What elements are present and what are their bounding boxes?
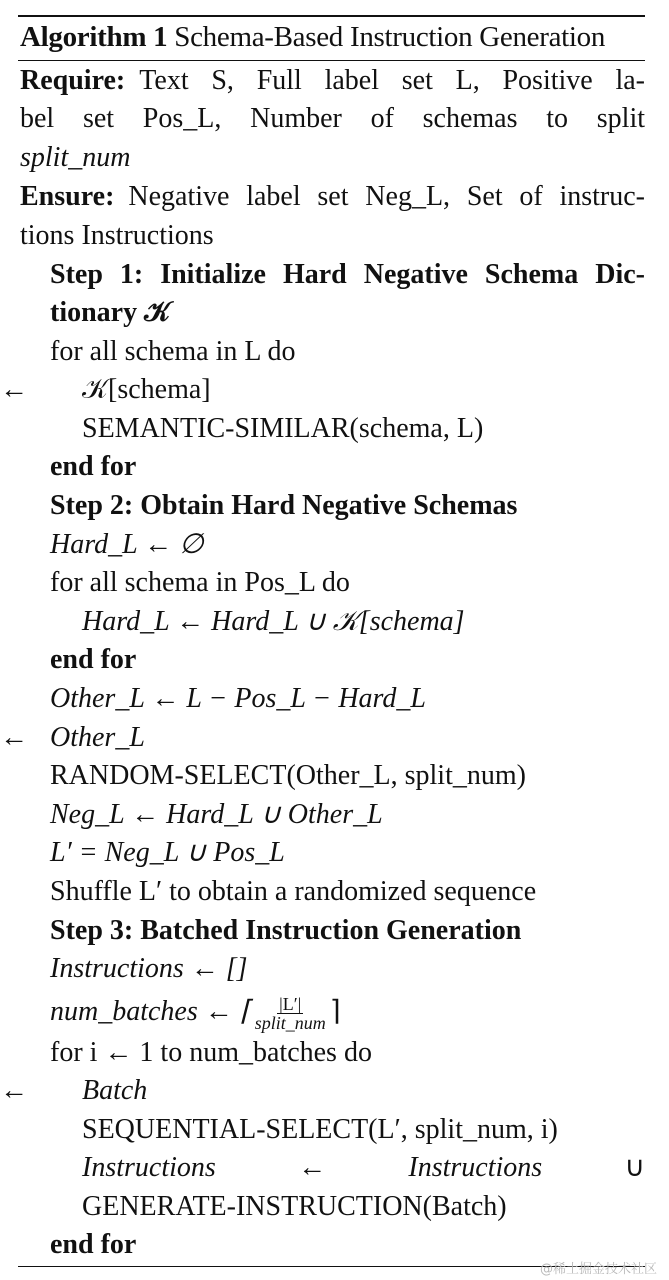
- hard-init: Hard_L ← ∅: [50, 529, 204, 560]
- for-all-schema-L: for all schema in L do: [50, 336, 296, 367]
- instr-update-line: [82, 1149, 645, 1187]
- arrow-1: ←: [0, 374, 28, 405]
- require-keyword: Require:: [20, 65, 126, 96]
- require-line-2: bel set Pos_L, Number of schemas to split: [20, 103, 645, 134]
- watermark-text: @稀土掘金技术社区: [539, 1262, 657, 1277]
- algorithm-caption: [20, 17, 646, 57]
- num-batches-fraction: [253, 995, 328, 1032]
- random-select: RANDOM-SELECT(Other_L, split_num): [50, 760, 526, 791]
- arrow-3: ←: [0, 1075, 28, 1106]
- step1-heading-1: Step 1: Initialize Hard Negative Schema Dic-: [50, 259, 645, 290]
- end-for-3: end for: [50, 1229, 137, 1260]
- hard-update: Hard_L ← Hard_L ∪ 𝒦[schema]: [82, 606, 465, 637]
- step2-heading: Step 2: Obtain Hard Negative Schemas: [50, 490, 518, 521]
- end-for-2: end for: [50, 644, 137, 675]
- semantic-similar: SEMANTIC-SIMILAR(schema, L): [82, 413, 484, 444]
- instr-cup: ∪: [624, 1152, 645, 1183]
- require-line-3: split_num: [20, 142, 131, 173]
- k-schema-lhs: 𝒦[schema]: [82, 374, 211, 405]
- arrow-2: ←: [0, 722, 28, 753]
- fraction-numerator: |L′|: [279, 994, 302, 1015]
- shuffle-line: Shuffle L′ to obtain a randomized sequence: [50, 876, 537, 907]
- other-def: Other_L ← L − Pos_L − Hard_L: [50, 683, 426, 714]
- num-batches-line: [50, 993, 341, 1034]
- fraction-denominator: split_num: [254, 1013, 326, 1034]
- neg-def: Neg_L ← Hard_L ∪ Other_L: [50, 799, 383, 830]
- ensure-keyword: Ensure:: [20, 181, 115, 212]
- sequential-select: SEQUENTIAL-SELECT(L′, split_num, i): [82, 1114, 558, 1145]
- step1-heading-2: tionary 𝒦: [50, 297, 171, 328]
- instr-arrow: ←: [298, 1152, 327, 1183]
- instr-init: Instructions ← []: [50, 953, 248, 984]
- instr-lhs: Instructions: [82, 1152, 216, 1183]
- ensure-line-2: tions Instructions: [20, 220, 214, 251]
- other-assign-lhs: Other_L: [50, 722, 145, 753]
- for-all-schema-posl: for all schema in Pos_L do: [50, 567, 350, 598]
- ensure-text-1: Negative label set Neg_L, Set of instruc-: [128, 181, 645, 212]
- algorithm-label: Algorithm 1: [20, 21, 168, 53]
- instr-rhs-var: Instructions: [408, 1152, 543, 1183]
- require-text-1: Text S, Full label set L, Positive la-: [139, 65, 645, 96]
- batch-lhs: Batch: [82, 1075, 148, 1106]
- generate-instruction: GENERATE-INSTRUCTION(Batch): [82, 1191, 507, 1222]
- end-for-1: end for: [50, 451, 137, 482]
- num-batches-close: ⌉: [329, 996, 341, 1027]
- require-line-1: [20, 62, 645, 100]
- num-batches-lhs: num_batches ← ⌈: [50, 996, 251, 1027]
- ensure-line-1: [20, 178, 645, 216]
- algorithm-title: Schema-Based Instruction Generation: [174, 21, 606, 53]
- for-i-line: for i ← 1 to num_batches do: [50, 1037, 372, 1068]
- lprime-def: L′ = Neg_L ∪ Pos_L: [50, 837, 285, 868]
- step3-heading: Step 3: Batched Instruction Generation: [50, 915, 522, 946]
- caption-rule: [18, 60, 645, 61]
